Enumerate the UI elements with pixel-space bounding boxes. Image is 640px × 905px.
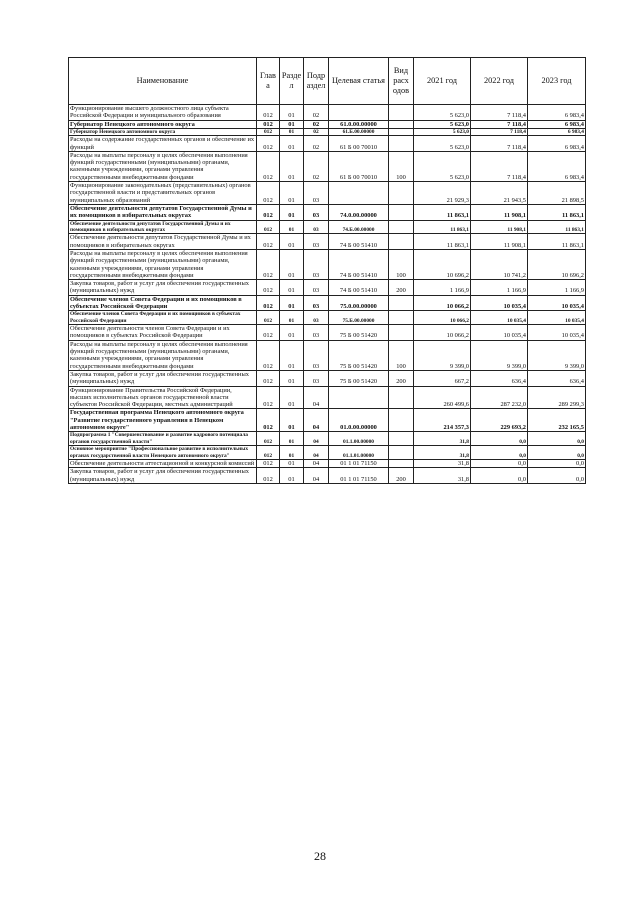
row-section: 01 (280, 120, 304, 128)
row-name: Губернатор Ненецкого автономного округа (69, 120, 257, 128)
row-expense-type: 200 (389, 468, 414, 484)
row-chapter: 012 (257, 459, 280, 467)
row-value-2021: 5 623,0 (414, 136, 471, 152)
row-target-article (329, 105, 389, 121)
row-value-2023: 6 983,4 (528, 136, 586, 152)
row-expense-type (389, 295, 414, 311)
row-expense-type (389, 136, 414, 152)
row-value-2022: 0,0 (471, 432, 528, 446)
row-value-2022: 7 118,4 (471, 105, 528, 121)
row-section: 01 (280, 234, 304, 250)
row-target-article (329, 182, 389, 205)
row-value-2022: 0,0 (471, 468, 528, 484)
table-row (69, 409, 586, 432)
row-value-2022: 636,4 (471, 370, 528, 386)
row-section: 01 (280, 311, 304, 325)
row-name: Обеспечение членов Совета Федерации и их помощников в субъектах Российской Федерации (69, 295, 257, 311)
row-expense-type (389, 386, 414, 409)
row-target-article: 61.Б.00.00000 (329, 128, 389, 135)
table-row (69, 446, 586, 460)
row-target-article: 01.1.00.00000 (329, 432, 389, 446)
row-value-2022: 10 035,4 (471, 295, 528, 311)
row-subsection: 03 (304, 249, 329, 279)
row-value-2023: 9 399,0 (528, 340, 586, 370)
row-value-2023: 0,0 (528, 459, 586, 467)
row-target-article: 74.0.00.00000 (329, 204, 389, 220)
row-target-article: 74 Б 00 51410 (329, 234, 389, 250)
row-chapter: 012 (257, 136, 280, 152)
table-header-row (69, 58, 586, 105)
row-section: 01 (280, 370, 304, 386)
row-name: Закупка товаров, работ и услуг для обеспечения государственных (муниципальных) нужд (69, 468, 257, 484)
row-target-article: 75.0.00.00000 (329, 295, 389, 311)
row-value-2022: 0,0 (471, 459, 528, 467)
header-expense-type: Вид расх одов (389, 58, 414, 105)
row-value-2022: 7 118,4 (471, 136, 528, 152)
budget-table (68, 57, 586, 484)
row-section: 01 (280, 151, 304, 181)
row-subsection: 03 (304, 234, 329, 250)
header-section: Разде л (280, 58, 304, 105)
row-subsection: 02 (304, 120, 329, 128)
row-value-2021: 260 499,6 (414, 386, 471, 409)
row-section: 01 (280, 459, 304, 467)
row-subsection: 02 (304, 105, 329, 121)
table-row (69, 151, 586, 181)
row-value-2021: 5 623,0 (414, 120, 471, 128)
row-expense-type: 100 (389, 151, 414, 181)
row-value-2023: 10 035,4 (528, 325, 586, 341)
row-name: Обеспечение деятельности депутатов Государственной Думы и их помощников в избирательных округах (69, 204, 257, 220)
row-expense-type (389, 459, 414, 467)
row-name: Обеспечение членов Совета Федерации и их помощников в субъектах Российской Федерации (69, 311, 257, 325)
row-target-article: 61 Б 00 70010 (329, 151, 389, 181)
row-chapter: 012 (257, 151, 280, 181)
row-subsection: 04 (304, 409, 329, 432)
row-value-2021: 9 399,0 (414, 340, 471, 370)
row-name: Закупка товаров, работ и услуг для обеспечения государственных (муниципальных) нужд (69, 280, 257, 296)
row-section: 01 (280, 280, 304, 296)
row-expense-type (389, 120, 414, 128)
row-expense-type (389, 432, 414, 446)
row-name: Расходы на выплаты персоналу в целях обеспечения выполнения функций государственными (муниципальными) органами, казенными учреждениями, органами управления государственными внебюджетными фондами (69, 340, 257, 370)
row-name: Функционирование Правительства Российской Федерации, высших исполнительных органов государственной власти субъектов Российской Федерации, местных администраций (69, 386, 257, 409)
row-chapter: 012 (257, 409, 280, 432)
row-subsection: 03 (304, 220, 329, 234)
row-value-2021: 1 166,9 (414, 280, 471, 296)
row-target-article: 75 Б 00 51420 (329, 340, 389, 370)
row-subsection: 04 (304, 459, 329, 467)
row-value-2023: 11 863,1 (528, 220, 586, 234)
row-subsection: 03 (304, 182, 329, 205)
row-value-2021: 10 066,2 (414, 325, 471, 341)
row-expense-type (389, 409, 414, 432)
row-subsection: 02 (304, 136, 329, 152)
row-target-article: 61 Б 00 70010 (329, 136, 389, 152)
row-value-2021: 214 357,3 (414, 409, 471, 432)
row-chapter: 012 (257, 311, 280, 325)
table-row (69, 234, 586, 250)
header-2022: 2022 год (471, 58, 528, 105)
table-row (69, 280, 586, 296)
table-row (69, 136, 586, 152)
header-name: Наименование (69, 58, 257, 105)
row-chapter: 012 (257, 280, 280, 296)
row-chapter: 012 (257, 234, 280, 250)
row-value-2021: 11 863,1 (414, 220, 471, 234)
row-subsection: 03 (304, 295, 329, 311)
table-row (69, 295, 586, 311)
row-subsection: 03 (304, 340, 329, 370)
row-target-article: 01 1 01 71150 (329, 459, 389, 467)
row-target-article: 74 Б 00 51410 (329, 249, 389, 279)
row-name: Закупка товаров, работ и услуг для обеспечения государственных (муниципальных) нужд (69, 370, 257, 386)
row-subsection: 02 (304, 128, 329, 135)
row-value-2023: 6 983,4 (528, 128, 586, 135)
row-value-2023: 1 166,9 (528, 280, 586, 296)
row-target-article: 74.Б.00.00000 (329, 220, 389, 234)
row-chapter: 012 (257, 370, 280, 386)
row-section: 01 (280, 386, 304, 409)
row-value-2023: 0,0 (528, 432, 586, 446)
row-value-2022: 1 166,9 (471, 280, 528, 296)
row-subsection: 04 (304, 432, 329, 446)
row-subsection: 03 (304, 311, 329, 325)
row-subsection: 04 (304, 446, 329, 460)
row-value-2023: 10 696,2 (528, 249, 586, 279)
row-chapter: 012 (257, 386, 280, 409)
row-section: 01 (280, 204, 304, 220)
row-expense-type: 100 (389, 249, 414, 279)
page-number: 28 (314, 849, 326, 863)
row-value-2021: 31,8 (414, 468, 471, 484)
row-value-2021: 31,8 (414, 459, 471, 467)
table-row (69, 204, 586, 220)
row-value-2022: 0,0 (471, 446, 528, 460)
row-chapter: 012 (257, 182, 280, 205)
row-name: Функционирование законодательных (представительных) органов государственной власти и представительных органов муниципальных образований (69, 182, 257, 205)
row-value-2021: 5 623,0 (414, 151, 471, 181)
row-value-2023: 10 035,4 (528, 295, 586, 311)
row-value-2023: 232 165,5 (528, 409, 586, 432)
row-value-2021: 31,8 (414, 432, 471, 446)
row-value-2023: 10 035,4 (528, 311, 586, 325)
row-expense-type (389, 128, 414, 135)
row-section: 01 (280, 340, 304, 370)
row-value-2023: 289 299,3 (528, 386, 586, 409)
table-row (69, 220, 586, 234)
row-name: Губернатор Ненецкого автономного округа (69, 128, 257, 135)
row-value-2023: 0,0 (528, 446, 586, 460)
row-target-article: 01.0.00.00000 (329, 409, 389, 432)
row-target-article: 75.Б.00.00000 (329, 311, 389, 325)
row-section: 01 (280, 182, 304, 205)
row-subsection: 03 (304, 370, 329, 386)
row-value-2023: 11 863,1 (528, 234, 586, 250)
row-name: Обеспечение деятельности аттестационной и конкурсной комиссий (69, 459, 257, 467)
row-chapter: 012 (257, 295, 280, 311)
row-value-2022: 11 908,1 (471, 234, 528, 250)
table-row (69, 340, 586, 370)
row-section: 01 (280, 128, 304, 135)
table-row (69, 459, 586, 467)
row-value-2021: 11 863,1 (414, 234, 471, 250)
row-chapter: 012 (257, 128, 280, 135)
row-value-2023: 0,0 (528, 468, 586, 484)
row-name: Расходы на выплаты персоналу в целях обеспечения выполнения функций государственными (муниципальными) органами, казенными учреждениями, органами управления государственными внебюджетными фондами (69, 151, 257, 181)
row-target-article: 75 Б 00 51420 (329, 325, 389, 341)
row-chapter: 012 (257, 446, 280, 460)
row-name: Расходы на выплаты персоналу в целях обеспечения выполнения функций государственными (муниципальными) органами, казенными учреждениями, органами управления государственными внебюджетными фондами (69, 249, 257, 279)
row-value-2021: 10 066,2 (414, 311, 471, 325)
header-chapter: Глав а (257, 58, 280, 105)
row-chapter: 012 (257, 120, 280, 128)
table-row (69, 249, 586, 279)
budget-table-sheet (68, 57, 586, 484)
row-name: Функционирование высшего должностного лица субъекта Российской Федерации и муниципального образования (69, 105, 257, 121)
table-row (69, 105, 586, 121)
row-subsection: 04 (304, 386, 329, 409)
row-chapter: 012 (257, 204, 280, 220)
row-subsection: 03 (304, 325, 329, 341)
row-value-2022: 10 741,2 (471, 249, 528, 279)
row-value-2022: 229 693,2 (471, 409, 528, 432)
row-section: 01 (280, 325, 304, 341)
table-row (69, 432, 586, 446)
table-body (69, 105, 586, 484)
row-target-article: 75 Б 00 51420 (329, 370, 389, 386)
header-2021: 2021 год (414, 58, 471, 105)
row-value-2022: 10 035,4 (471, 311, 528, 325)
row-subsection: 04 (304, 468, 329, 484)
row-value-2023: 11 863,1 (528, 204, 586, 220)
table-row (69, 182, 586, 205)
row-value-2022: 11 908,1 (471, 220, 528, 234)
row-value-2023: 636,4 (528, 370, 586, 386)
row-value-2023: 6 983,4 (528, 151, 586, 181)
row-section: 01 (280, 220, 304, 234)
row-expense-type (389, 325, 414, 341)
row-value-2023: 6 983,4 (528, 105, 586, 121)
row-expense-type (389, 182, 414, 205)
row-expense-type (389, 234, 414, 250)
header-2023: 2023 год (528, 58, 586, 105)
row-value-2022: 7 118,4 (471, 151, 528, 181)
row-subsection: 02 (304, 151, 329, 181)
row-section: 01 (280, 249, 304, 279)
row-section: 01 (280, 295, 304, 311)
row-value-2022: 10 035,4 (471, 325, 528, 341)
row-expense-type: 200 (389, 370, 414, 386)
row-name: Обеспечение деятельности членов Совета Федерации и их помощников в субъектах Российской Федерации (69, 325, 257, 341)
row-value-2022: 7 118,4 (471, 120, 528, 128)
table-row (69, 370, 586, 386)
row-subsection: 03 (304, 204, 329, 220)
row-expense-type (389, 446, 414, 460)
row-name: Расходы на содержание государственных органов и обеспечение их функций (69, 136, 257, 152)
table-row (69, 311, 586, 325)
row-name: Основное мероприятие "Профессиональное развитие в исполнительных органах государственной власти Ненецкого автономного округа" (69, 446, 257, 460)
row-target-article: 01.1.01.00000 (329, 446, 389, 460)
row-chapter: 012 (257, 105, 280, 121)
row-value-2022: 7 118,4 (471, 128, 528, 135)
row-target-article: 01 1 01 71150 (329, 468, 389, 484)
row-expense-type: 100 (389, 340, 414, 370)
row-name: Подпрограмма 1 "Совершенствование и развитие кадрового потенциала органов государственной власти" (69, 432, 257, 446)
row-expense-type (389, 204, 414, 220)
row-chapter: 012 (257, 432, 280, 446)
row-chapter: 012 (257, 249, 280, 279)
row-value-2021: 11 863,1 (414, 204, 471, 220)
row-value-2021: 21 929,3 (414, 182, 471, 205)
row-chapter: 012 (257, 220, 280, 234)
row-chapter: 012 (257, 325, 280, 341)
row-subsection: 03 (304, 280, 329, 296)
row-section: 01 (280, 105, 304, 121)
table-row (69, 128, 586, 135)
row-section: 01 (280, 432, 304, 446)
row-expense-type (389, 311, 414, 325)
row-name: Обеспечение деятельности депутатов Государственной Думы и их помощников в избирательных округах (69, 220, 257, 234)
row-value-2022: 21 943,5 (471, 182, 528, 205)
row-value-2021: 5 623,0 (414, 105, 471, 121)
row-value-2021: 667,2 (414, 370, 471, 386)
row-value-2023: 21 898,5 (528, 182, 586, 205)
row-expense-type (389, 220, 414, 234)
row-value-2022: 9 399,0 (471, 340, 528, 370)
table-row (69, 325, 586, 341)
row-chapter: 012 (257, 340, 280, 370)
row-expense-type: 200 (389, 280, 414, 296)
table-row (69, 120, 586, 128)
row-value-2022: 287 232,0 (471, 386, 528, 409)
row-chapter: 012 (257, 468, 280, 484)
header-subsection: Подр аздел (304, 58, 329, 105)
row-value-2021: 10 066,2 (414, 295, 471, 311)
row-value-2022: 11 908,1 (471, 204, 528, 220)
row-target-article (329, 386, 389, 409)
row-expense-type (389, 105, 414, 121)
row-section: 01 (280, 468, 304, 484)
row-section: 01 (280, 409, 304, 432)
row-target-article: 74 Б 00 51410 (329, 280, 389, 296)
header-target-article: Целевая статья (329, 58, 389, 105)
table-row (69, 468, 586, 484)
row-value-2021: 31,8 (414, 446, 471, 460)
row-value-2021: 10 696,2 (414, 249, 471, 279)
table-row (69, 386, 586, 409)
row-name: Государственная программа Ненецкого автономного округа "Развитие государственного управления в Ненецком автономном округе" (69, 409, 257, 432)
row-section: 01 (280, 136, 304, 152)
row-value-2023: 6 983,4 (528, 120, 586, 128)
row-name: Обеспечение деятельности депутатов Государственной Думы и их помощников в избирательных округах (69, 234, 257, 250)
row-section: 01 (280, 446, 304, 460)
row-target-article: 61.0.00.00000 (329, 120, 389, 128)
row-value-2021: 5 623,0 (414, 128, 471, 135)
